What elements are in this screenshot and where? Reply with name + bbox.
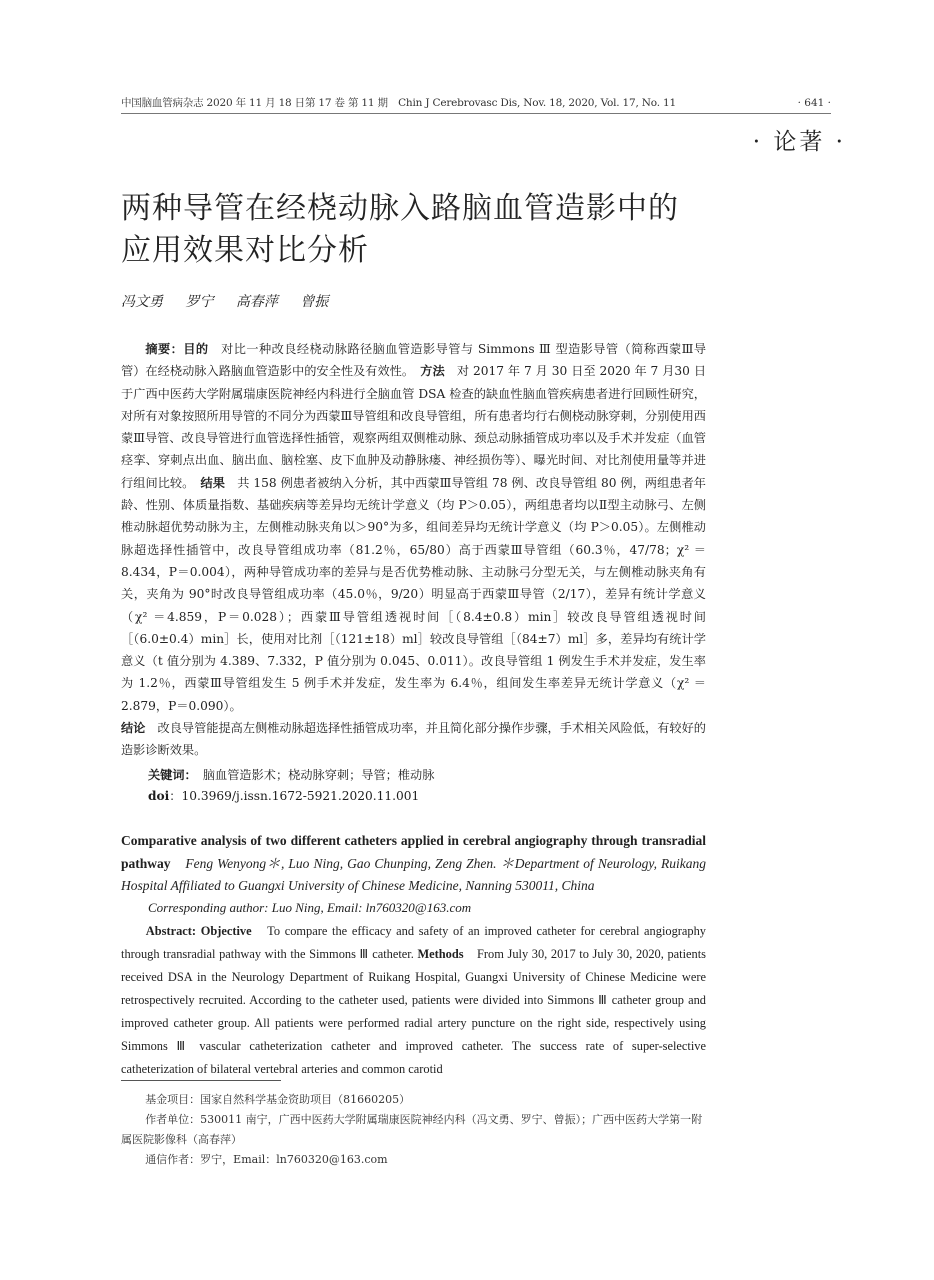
english-abstract-body [121,920,706,1081]
author-list [121,292,346,312]
author-name: 罗宁 [185,294,214,310]
conclusion-paragraph [121,717,706,762]
english-title: Comparative analysis of two different catheters applied in cerebral angiography through transradial pathway [121,833,706,871]
journal-citation-line: 中国脑血管病杂志 2020 年 11 月 18 日第 17 卷 第 11 期 Chin J Cerebrovasc Dis, Nov. 18, 2020, Vol. 17, No. 11 [121,97,676,109]
doi-line [148,786,419,806]
author-name: 高春萍 [235,294,278,310]
keywords-label: 关键词： [148,768,191,782]
corresponding-author: Corresponding author: Luo Ning, Email: ln760320@163.com [148,900,472,915]
page-number: · 641 · [797,97,831,109]
abstract-label: 摘要： [145,342,184,356]
footnote-divider [121,1080,281,1081]
english-methods-text: From July 30, 2017 to July 30, 2020, patients received DSA in the Neurology Department of Ruikang Hospital, Guangxi University of Chinese Medicine were retrospectively recruited. According to the catheter used, patients were divided into Simmons Ⅲ catheter group and improved catheter group. All patients were performed radial artery puncture on the right side, respectively using Simmons Ⅲ vascular catheterization catheter and improved catheter. The success rate of super-selective catheterization of bilateral vertebral arteries and common carotid [121,947,706,1076]
objective-text: 对比一种改良经桡动脉路径脑血管造影导管与 Simmons Ⅲ 型造影导管（简称西蒙Ⅲ导管）在经桡动脉入路脑血管造影中的安全性及有效性。 [121,342,707,379]
title-line-2: 应用效果对比分析 [121,233,369,268]
methods-text: 对 2017 年 7 月 30 日至 2020 年 7 月30 日于广西中医药大学附属瑞康医院神经内科进行全脑血管 DSA 检查的缺血性脑血管疾病患者进行回顾性研究，对所有对象按照所用导管的不同分为西蒙Ⅲ导管组和改良导管组，所有患者均行右侧桡动脉穿刺，分别使用西蒙Ⅲ导管、改良导管进行血管选择性插管，观察两组双侧椎动脉、颈总动脉插管成功率以及手术并发症（血管痉挛、穿刺点出血、脑出血、脑栓塞、皮下血肿及动静脉瘘、神经损伤等）、曝光时间、对比剂使用量等并进行组间比较。 [121,364,707,490]
running-header [121,95,831,114]
results-text: 共 158 例患者被纳入分析，其中西蒙Ⅲ导管组 78 例、改良导管组 80 例，两组患者年龄、性别、体质量指数、基础疾病等差异均无统计学意义（均 P＞0.05），两组患者均以Ⅱ型主动脉弓、左侧椎动脉超优势动脉为主，左侧椎动脉夹角以＞90°为多，组间差异均无统计学意义（均 P＞0.05）。左侧椎动脉超选择性插管中，改良导管组成功率（81.2％，65/80）高于西蒙Ⅲ导管组（60.3％，47/78；χ² ＝8.434，P＝0.004），两种导管成功率的差异与是否优势椎动脉、主动脉弓分型无关，与左侧椎动脉夹角有关，夹角为 90°时改良导管组成功率（45.0％，9/20）明显高于西蒙Ⅲ导管（2/17），差异有统计学意义（χ² ＝4.859，P＝0.028）；西蒙Ⅲ导管组透视时间［（8.4±0.8）min］较改良导管组透视时间［（6.0±0.4）min］长，使用对比剂［（121±18）ml］较改良导管组［（84±7）ml］多，差异均有统计学意义（t 值分别为 4.389、7.332，P 值分别为 0.045、0.011）。改良导管组 1 例发生手术并发症，发生率为 1.2％，西蒙Ⅲ导管组发生 5 例手术并发症，发生率为 6.4％，组间发生率差异无统计学意义（χ² ＝2.879，P＝0.090）。 [121,475,706,713]
author-name: 冯文勇 [121,294,163,310]
doi-label: doi [148,789,170,803]
conclusion-text: 改良导管能提高左侧椎动脉超选择性插管成功率，并且简化部分操作步骤，手术相关风险低，有较好的造影诊断效果。 [121,721,706,758]
chinese-abstract [121,338,706,762]
results-label: 结果 [200,475,225,490]
doi-link[interactable]: ：10.3969/j.issn.1672-5921.2020.11.001 [169,789,420,803]
footnote-affiliation: 作者单位：530011 南宁，广西中医药大学附属瑞康医院神经内科（冯文勇、罗宁、曾振）；广西中医药大学第一附属医院影像科（高春萍） [121,1113,703,1146]
keywords [148,765,434,785]
objective-label: 目的 [183,342,209,356]
footnote-corresponding: 通信作者：罗宁，Email：ln760320@163.com [145,1153,388,1166]
english-methods-label: Methods [417,947,464,961]
chinese-abstract-body [121,338,706,717]
section-label: · 论著 · [752,129,846,155]
english-title-block [121,830,706,898]
methods-label: 方法 [420,364,445,379]
author-name: 曾振 [300,294,329,310]
english-abstract-label: Abstract: [145,924,201,938]
english-objective-text: To compare the efficacy and safety of an improved catheter for cerebral angiography through transradial pathway with the Simmons Ⅲ catheter. [121,924,706,961]
english-objective-label: Objective [200,924,252,938]
keywords-text: 脑血管造影术；桡动脉穿刺；导管；椎动脉 [190,768,435,782]
title-line-1: 两种导管在经桡动脉入路脑血管造影中的 [121,191,679,226]
footnote-funding: 基金项目：国家自然科学基金资助项目（81660205） [145,1093,411,1106]
conclusion-label: 结论 [121,721,146,736]
english-authors-affiliation: Feng Wenyong＊, Luo Ning, Gao Chunping, Zeng Zhen. ＊Department of Neurology, Ruikang Hospital Affiliated to Guangxi University of Chinese Medicine, Nanning 530011, China [121,855,706,893]
article-title [121,188,761,272]
english-abstract [121,920,706,1081]
footnotes [121,1090,706,1170]
